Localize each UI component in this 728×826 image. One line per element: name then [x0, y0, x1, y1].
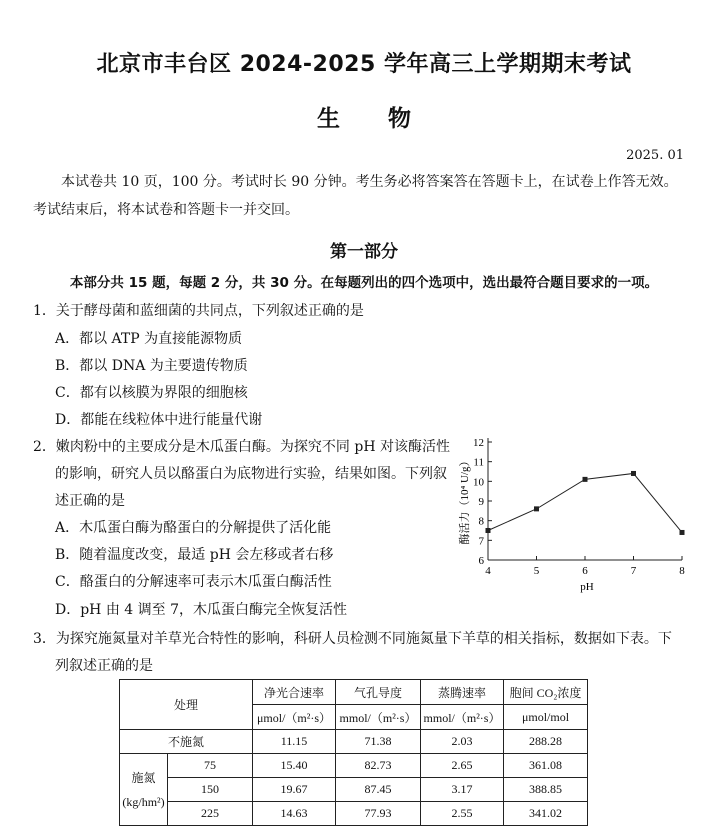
table-cell: 3.17 — [421, 778, 504, 802]
x-tick-label: 5 — [533, 565, 540, 577]
chart-x-label: pH — [580, 581, 594, 593]
data-point — [486, 528, 491, 533]
question-1-stem: 1．关于酵母菌和蓝细菌的共同点，下列叙述正确的是 — [33, 303, 364, 319]
table-cell: 87.45 — [336, 778, 421, 802]
table-cell: 341.02 — [504, 802, 588, 826]
data-point — [680, 530, 685, 535]
table-cell: 19.67 — [253, 778, 336, 802]
table-cell: 11.15 — [253, 730, 336, 754]
y-tick-label: 6 — [478, 555, 484, 567]
chart-y-label: 酶活力（10⁴ U/g） — [459, 455, 471, 545]
table-row — [120, 754, 588, 778]
part-title: 第一部分 — [330, 242, 398, 262]
series-line — [488, 473, 682, 532]
question-2-option-c: C．酪蛋白的分解速率可表示木瓜蛋白酶活性 — [55, 574, 332, 590]
x-tick-label: 6 — [582, 565, 588, 577]
question-2-stem-3: 述正确的是 — [55, 493, 125, 509]
question-1-option-c: C．都有以核膜为界限的细胞核 — [55, 385, 248, 401]
table-row — [120, 730, 588, 754]
header-stomatal-conductance: 气孔导度 — [336, 680, 421, 705]
exam-title: 北京市丰台区 2024-2025 学年高三上学期期末考试 — [96, 52, 632, 77]
y-tick-label: 12 — [473, 437, 484, 449]
y-tick-label: 11 — [473, 456, 484, 469]
header-transpiration: 蒸腾速率 — [421, 680, 504, 705]
subject-title: 生 物 — [316, 106, 411, 132]
table-header-row — [120, 680, 588, 705]
table-cell: 288.28 — [504, 730, 588, 754]
data-point — [583, 477, 588, 482]
question-1-option-a: A．都以 ATP 为直接能源物质 — [55, 331, 243, 347]
group-label-unit: (kg/hm²) — [122, 794, 165, 809]
table-cell: 71.38 — [336, 730, 421, 754]
enzyme-activity-chart — [450, 430, 690, 600]
header-unit: μmol/mol — [504, 705, 588, 730]
part-instruction: 本部分共 15 题，每题 2 分，共 30 分。在每题列出的四个选项中，选出最符合题目要求的一项。 — [69, 275, 659, 291]
chart-ticks — [473, 437, 685, 577]
header-unit: mmol/（m²·s） — [421, 705, 504, 730]
table-cell: 15.40 — [253, 754, 336, 778]
y-tick-label: 10 — [473, 476, 484, 489]
question-2-option-a: A．木瓜蛋白酶为酪蛋白的分解提供了活化能 — [55, 520, 332, 536]
header-intercellular-co2: 胞间 CO₂浓度 — [504, 680, 588, 705]
table-cell: 2.65 — [421, 754, 504, 778]
data-point — [631, 471, 636, 476]
nitrogen-data-table — [119, 679, 588, 826]
header-unit: μmol/（m²·s） — [253, 705, 336, 730]
question-1-option-d: D．都能在线粒体中进行能量代谢 — [55, 412, 263, 428]
table-row — [120, 778, 588, 802]
question-3-stem-1: 3．为探究施氮量对羊草光合特性的影响，科研人员检测不同施氮量下羊草的相关指标，数据如下表。下 — [33, 631, 672, 647]
table-cell: 2.03 — [421, 730, 504, 754]
question-2-option-d: D．pH 由 4 调至 7，木瓜蛋白酶完全恢复活性 — [55, 602, 348, 618]
y-tick-label: 9 — [478, 496, 484, 508]
question-1-option-b: B．都以 DNA 为主要遗传物质 — [55, 358, 248, 374]
header-unit: mmol/（m²·s） — [336, 705, 421, 730]
data-point — [534, 506, 539, 511]
table-row — [120, 802, 588, 826]
table-cell: 361.08 — [504, 754, 588, 778]
table-cell: 225 — [168, 802, 253, 826]
table-cell: 2.55 — [421, 802, 504, 826]
question-2-stem-2: 的影响，研究人员以酪蛋白为底物进行实验，结果如图。下列叙 — [55, 466, 447, 482]
intro-line-1: 本试卷共 10 页，100 分。考试时长 90 分钟。考生务必将答案答在答题卡上，在试卷上作答无效。 — [61, 174, 678, 190]
x-tick-label: 8 — [679, 565, 685, 577]
table-cell: 14.63 — [253, 802, 336, 826]
x-tick-label: 4 — [485, 565, 491, 577]
group-label-text: 施氮 — [131, 770, 156, 785]
question-2-stem-1: 2．嫩肉粉中的主要成分是木瓜蛋白酶。为探究不同 pH 对该酶活性 — [33, 439, 450, 455]
group-label — [120, 754, 168, 826]
control-label: 不施氮 — [120, 730, 253, 754]
table-cell: 150 — [168, 778, 253, 802]
chart-axes — [488, 438, 682, 560]
exam-date: 2025. 01 — [626, 148, 684, 163]
table-cell: 75 — [168, 754, 253, 778]
y-tick-label: 7 — [478, 535, 484, 548]
header-net-photosynthesis: 净光合速率 — [253, 680, 336, 705]
y-tick-label: 8 — [478, 515, 484, 528]
table-cell: 82.73 — [336, 754, 421, 778]
table-cell: 388.85 — [504, 778, 588, 802]
question-3-stem-2: 列叙述正确的是 — [55, 658, 153, 674]
table-cell: 77.93 — [336, 802, 421, 826]
question-2-option-b: B．随着温度改变，最适 pH 会左移或者右移 — [55, 547, 334, 563]
chart-series — [486, 471, 685, 535]
header-treatment: 处理 — [120, 680, 253, 730]
x-tick-label: 7 — [630, 565, 637, 577]
intro-line-2: 考试结束后，将本试卷和答题卡一并交回。 — [33, 202, 299, 218]
